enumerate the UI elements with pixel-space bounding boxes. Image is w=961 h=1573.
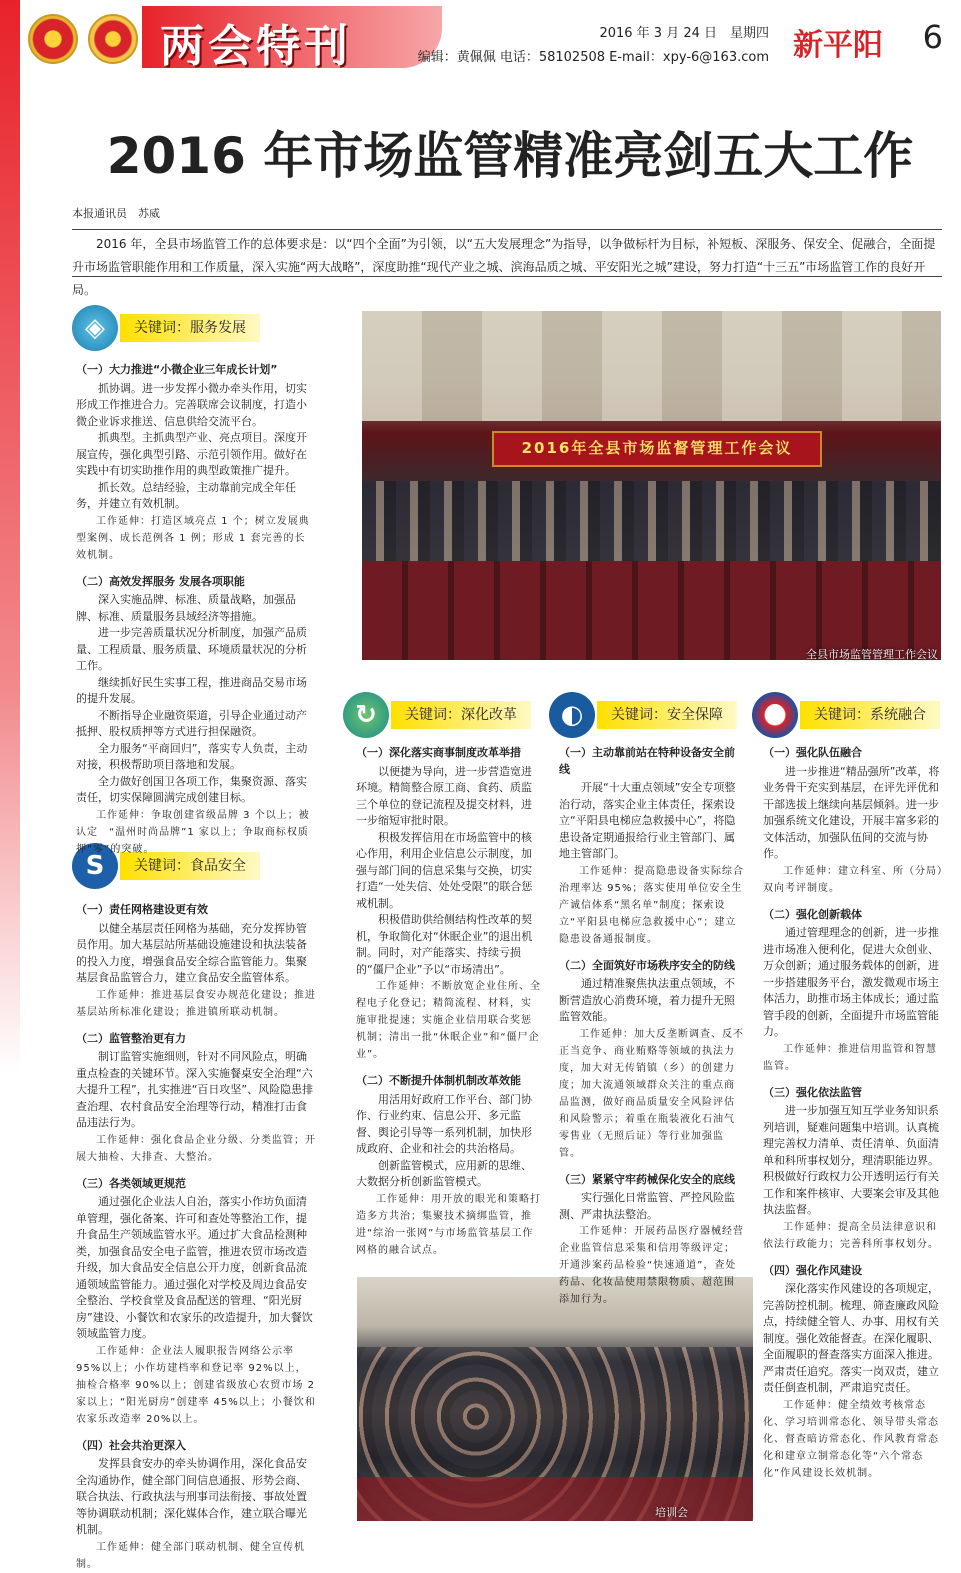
subheading: （一）大力推进“小微企业三年成长计划” bbox=[76, 363, 278, 376]
swirl-logo-icon: ® bbox=[752, 692, 798, 738]
work-extension: 工作延伸：提高全员法律意识和依法行政能力；完善科所事权划分。 bbox=[763, 1221, 939, 1250]
page-number: 6 bbox=[922, 18, 943, 56]
national-emblem-icon bbox=[28, 14, 78, 64]
paragraph: 用活用好政府工作平台、部门协作、行业约束、信息公开、多元监督、舆论引导等一系列机制，加快形成政府、企业和社会的共治格局。 bbox=[356, 1092, 532, 1155]
paragraph: 积极借助供给侧结构性改革的契机，争取简化对“休眠企业”的退出机制。同时，对产能落实、持续亏损的“僵尸企业”予以“市场清出”。 bbox=[356, 913, 533, 976]
subheading: （三）强化依法监管 bbox=[763, 1085, 862, 1099]
subheading: （一）强化队伍融合 bbox=[763, 746, 862, 759]
work-extension: 工作延伸：争取创建省级品牌 3 个以上；被认定 “温州时尚品牌”1 家以上；争取商标权质押“零”的突破。 bbox=[76, 809, 310, 855]
paragraph: 深入实施品牌、标准、质量战略，加强品牌、标准、质量服务县域经济等措施。 bbox=[76, 593, 296, 623]
meeting-banner: 2016年全县市场监督管理工作会议 bbox=[521, 439, 793, 457]
section-food bbox=[76, 902, 316, 1570]
lead-paragraph: 2016 年，全县市场监管工作的总体要求是：以“四个全面”为引领，以“五大发展理念”为指导，以争做标杆为目标，补短板、深服务、保安全、促融合，全面提升市场监管职能作用和工作质量，深入实施“两大战略”，深度助推“现代产业之城、滨海品质之城、平安阳光之城”建设，努力打造“十三五”市场监管工作的良好开局。 bbox=[72, 229, 942, 277]
left-red-bar bbox=[0, 0, 20, 1535]
diamond-logo-icon: ◈ bbox=[72, 305, 118, 351]
paragraph: 抓协调。进一步发挥小微办牵头作用，切实形成工作推进合力。完善联席会议制度，打造小微企业诉求推送、信息供给交流平台。 bbox=[76, 381, 307, 428]
paragraph: 以健全基层责任网格为基础，充分发挥协管员作用。加大基层站所基础设施建设和执法装备的投入力度，增强食品安全综合监管能力。集聚基层食品监管合力，建立食品安全监管体系。 bbox=[76, 921, 307, 984]
section-title: 两会特刊 bbox=[160, 21, 352, 72]
paragraph: 发挥县食安办的牵头协调作用，深化食品安全沟通协作，健全部门间信息通报、形势会商、联合执法、行政执法与刑事司法衔接、事故处置等协调联动机制；深化媒体合作，建立联合曝光机制。 bbox=[76, 1457, 307, 1536]
subheading: （一）深化落实商事制度改革举措 bbox=[356, 746, 521, 759]
work-extension: 工作延伸：不断放宽企业住所、全程电子化登记；精简流程、材料，实施审批提速；实施企业信用联合奖惩机制；清出一批“休眠企业”和“僵尸企业”。 bbox=[356, 981, 541, 1060]
subheading: （二）全面筑好市场秩序安全的防线 bbox=[559, 958, 735, 972]
paragraph: 通过强化企业法人自治，落实小作坊负面清单管理，强化备案、许可和查处等整治工作，提升食品生产领域监管水平。通过扩大食品检测种类，加强食品安全电子监管，推进农贸市场改造升级，加大食品安全信息公开力度，创新食品流通领域监管能力。通过强化对学校及周边食品安全整治、学校食堂及食品配送的管理、“阳光厨房”建设、小餐饮和农家乐的改造提升，加大餐饮领域监管力度。 bbox=[76, 1195, 313, 1340]
subheading: （三）各类领域更规范 bbox=[76, 1176, 186, 1190]
work-extension: 工作延伸：健全绩效考核常态化、学习培训常态化、领导带头常态化、督查暗访常态化、作风教育常态化和建章立制常态化等“六个常态化”作风建设长效机制。 bbox=[763, 1399, 939, 1479]
paragraph: 开展“十大重点领域”安全专项整治行动，落实企业主体责任，探索设立“平阳县电梯应急救援中心”，将隐患设备定期通报给行业主管部门、属地主管部门。 bbox=[559, 781, 736, 860]
work-extension: 工作延伸：打造区域亮点 1 个；树立发展典型案例、成长范例各 1 例；形成 1 套完善的长效机制。 bbox=[76, 515, 310, 561]
section-integration bbox=[763, 745, 945, 1479]
paragraph: 制订监管实施细则，针对不同风险点，明确重点检查的关键环节。深入实施餐桌安全治理“六大提升工程”，扎实推进“百日攻坚”、风险隐患排查治理、农村食品安全治理等行动，精准打击食品违法行为。 bbox=[76, 1050, 314, 1129]
training-photo bbox=[357, 1277, 753, 1521]
subheading: （四）强化作风建设 bbox=[763, 1263, 862, 1277]
paragraph: 创新监管模式，应用新的思维、大数据分析创新监管模式。 bbox=[356, 1158, 532, 1188]
headline: 2016 年市场监管精准亮剑五大工作 bbox=[106, 127, 914, 185]
section-safety bbox=[559, 745, 745, 1305]
subheading: （一）主动靠前站在特种设备安全前线 bbox=[559, 746, 735, 776]
quality-s-logo-icon: S bbox=[72, 843, 118, 889]
issue-date: 2016 年 3 月 24 日 星期四 bbox=[599, 26, 769, 41]
editor-contact: 编辑：黄佩佩 电话：58102508 E-mail：xpy-6@163.com bbox=[417, 50, 769, 65]
paragraph: 进一步推进“精品强所”改革，将业务骨干充实到基层，在评先评优和干部选拔上继续向基层倾斜。进一步加强系统文化建设，开展丰富多彩的文体活动，加强队伍间的交流与协作。 bbox=[763, 764, 940, 860]
work-extension: 工作延伸：提高隐患设备实际综合治理率达 95%；落实使用单位安全生产诚信体系“黑名单”制度；探索设立“平阳县电梯应急救援中心”；建立隐患设备通报制度。 bbox=[559, 865, 744, 945]
subheading: （二）强化创新载体 bbox=[763, 907, 862, 921]
subheading: （三）紧紧守牢药械保化安全的底线 bbox=[559, 1172, 735, 1186]
fish-shield-logo-icon: ◐ bbox=[549, 692, 595, 738]
paragraph: 积极发挥信用在市场监管中的核心作用，利用企业信息公示制度，加强与部门间的信息采集与交换，切实打造“一处失信、处处受限”的联合惩戒机制。 bbox=[356, 830, 533, 910]
paragraph: 抓长效。总结经验，主动靠前完成全年任务，并建立有效机制。 bbox=[76, 480, 296, 510]
work-extension: 工作延伸：建立科室、所（分局）双向考评制度。 bbox=[763, 865, 943, 894]
paragraph: 继续抓好民生实事工程，推进商品交易市场的提升发展。 bbox=[76, 675, 307, 705]
work-extension: 工作延伸：加大反垄断调查、反不正当竞争、商业贿赂等领域的执法力度，加大对无传销镇（乡）的创建力度；加大流通领域群众关注的重点商品监测，做好商品质量安全风险评估和风险警示；着重在瓶装液化石油气零售业（无照后证）等行业加强监管。 bbox=[559, 1028, 744, 1159]
work-extension: 工作延伸：健全部门联动机制、健全宣传机制。 bbox=[76, 1541, 305, 1570]
cppcc-emblem-icon bbox=[88, 14, 138, 64]
subheading: （二）监管整治更有力 bbox=[76, 1031, 186, 1045]
paragraph: 不断指导企业融资渠道，引导企业通过动产抵押、股权质押等方式进行担保融资。 bbox=[76, 708, 307, 738]
newspaper-brand: 新平阳 bbox=[793, 28, 883, 63]
subheading: （一）责任网格建设更有效 bbox=[76, 903, 208, 916]
subheading: （二）不断提升体制机制改革效能 bbox=[356, 1074, 521, 1087]
recycle-arrow-icon: ↻ bbox=[343, 692, 389, 738]
training-caption: 培训会 bbox=[655, 1506, 688, 1519]
work-extension: 工作延伸：推进基层食安办规范化建设；推进基层站所标准化建设；推进镇所联动机制。 bbox=[76, 989, 316, 1018]
masthead bbox=[22, 0, 961, 80]
paragraph: 深化落实作风建设的各项规定，完善防控机制。梳理、筛查廉政风险点，持续健全管人、办事、用权有关制度。强化效能督查。在深化履职、全面履职的督查落实方面深入推进。严肃责任追究。落实一岗双责，建立责任倒查机制，严肃追究责任。 bbox=[763, 1282, 939, 1394]
section-reform bbox=[356, 745, 542, 1270]
paragraph: 通过管理理念的创新，进一步推进市场准入便利化，促进大众创业、万众创新；通过服务载体的创新，进一步搭建服务平台，激发微观市场主体活力，助推市场主体成长；通过监管手段的创新，全面提升市场监管能力。 bbox=[763, 926, 939, 1038]
paragraph: 抓典型。主抓典型产业、亮点项目。深度开展宣传，强化典型引路、示范引领作用。做好在实践中有切实助推作用的典型政策推广提升。 bbox=[76, 431, 307, 477]
paragraph: 通过精准聚焦执法重点领域，不断营造放心消费环境，着力提升无照监管效能。 bbox=[559, 977, 735, 1023]
paragraph: 进一步完善质量状况分析制度，加强产品质量、工程质量、服务质量、环境质量状况的分析工作。 bbox=[76, 626, 307, 672]
paragraph: 以便捷为导向，进一步营造宽进环境。精简整合原工商、食药、质监三个单位的登记流程及提交材料，进一步缩短审批时限。 bbox=[356, 764, 532, 827]
paragraph: 全力做好创国卫各项工作，集聚资源、落实责任，切实保障圆满完成创建目标。 bbox=[76, 774, 307, 804]
subheading: （四）社会共治更深入 bbox=[76, 1438, 186, 1452]
work-extension: 工作延伸：用开放的眼光和策略打造多方共治；集聚技术摘绑监管，推进“综治一张网”与市场监管基层工作网格的融合试点。 bbox=[356, 1193, 541, 1256]
paragraph: 实行强化日常监管、严控风险监测、严肃执法整治。 bbox=[559, 1191, 735, 1221]
work-extension: 工作延伸：企业法人履职报告网络公示率 95%以上；小作坊建档率和登记率 92%以上，抽检合格率 90%以上；创建省级放心农贸市场 2 家以上；“阳光厨房”创建率 45%以上；小餐饮和农家乐改造率 20%以上。 bbox=[76, 1345, 316, 1425]
subheading: （二）高效发挥服务 发展各项职能 bbox=[76, 574, 245, 588]
meeting-caption: 全县市场监管管理工作会议 bbox=[806, 648, 938, 661]
paragraph: 进一步加强互知互学业务知识系列培训，疑难问题集中培训。认真梳理完善权力清单、责任清单、负面清单和科所事权划分，理清职能边界。积极做好行政权力公开透明运行有关工作和案件核审、大要案会审及其他执法监督。 bbox=[763, 1104, 939, 1216]
meeting-photo bbox=[362, 311, 941, 660]
section-service bbox=[76, 362, 316, 855]
work-extension: 工作延伸：开展药品医疗器械经营企业监管信息采集和信用等级评定；开通涉案药品检验“快速通道”，查处药品、化妆品使用禁限物质、超范围添加行为。 bbox=[559, 1226, 744, 1305]
byline: 本报通讯员 苏威 bbox=[72, 207, 160, 220]
work-extension: 工作延伸：强化食品企业分级、分类监管；开展大抽检、大排查、大整治。 bbox=[76, 1134, 316, 1163]
work-extension: 工作延伸：推进信用监管和智慧监管。 bbox=[763, 1043, 937, 1072]
paragraph: 全力服务“平商回归”，落实专人负责，主动对接，积极帮助项目落地和发展。 bbox=[76, 741, 308, 771]
